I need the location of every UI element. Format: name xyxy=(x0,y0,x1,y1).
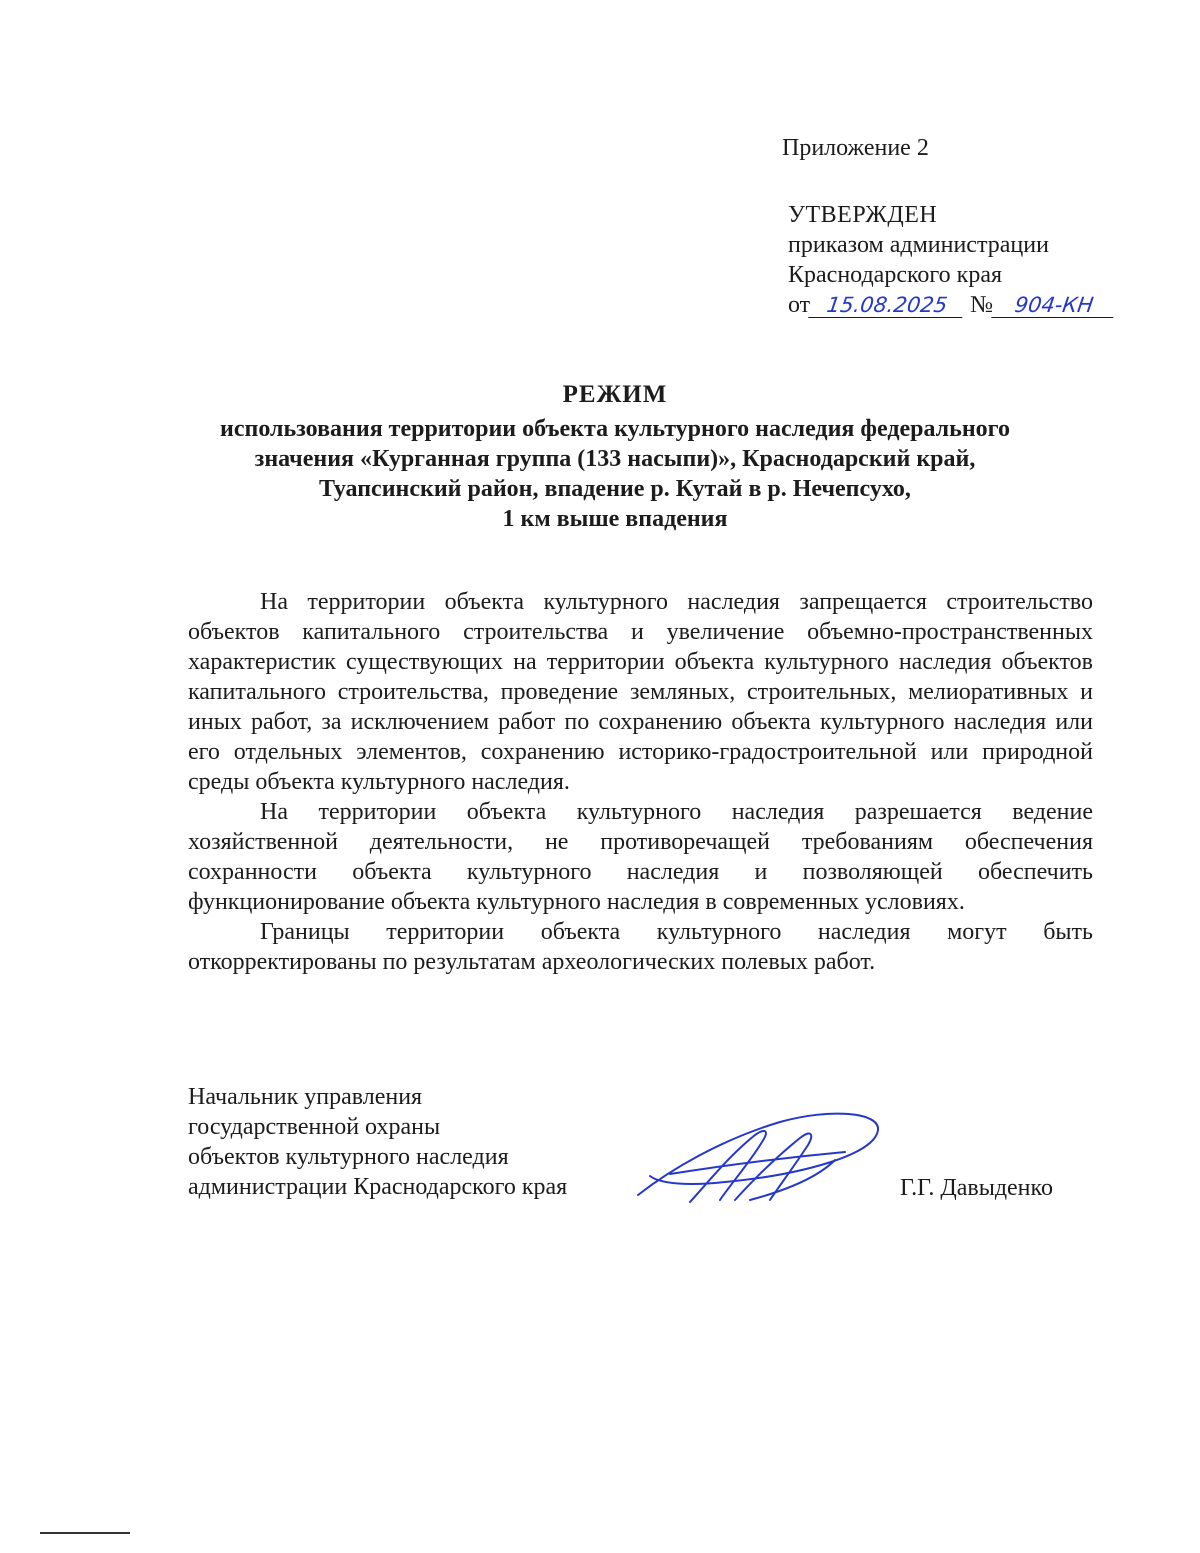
document-body xyxy=(188,587,1093,977)
approval-line-2: Краснодарского края xyxy=(788,262,1003,288)
approval-title: УТВЕРЖДЕН xyxy=(788,202,938,228)
approval-line-1: приказом администрации xyxy=(788,232,1049,258)
position-line-1: Начальник управления xyxy=(188,1084,423,1110)
position-line-2: государственной охраны xyxy=(188,1114,441,1140)
handwritten-number: 904-КН xyxy=(991,293,1117,318)
title-line-2: значения «Курганная группа (133 насыпи)», Краснодарский край, xyxy=(254,446,976,472)
paragraph-boundaries: Границы территории объекта культурного наследия могут быть откорректированы по результатам археологических полевых работ. xyxy=(188,919,1093,975)
signatory-position xyxy=(188,1082,567,1202)
scan-edge-mark xyxy=(40,1532,130,1534)
appendix-label: Приложение 2 xyxy=(782,135,929,161)
position-line-3: объектов культурного наследия xyxy=(188,1144,509,1170)
approval-stamp-block xyxy=(788,200,1115,320)
number-prefix: № xyxy=(970,292,994,318)
title-line-3: Туапсинский район, впадение р. Кутай в р. Нечепсухо, xyxy=(319,476,911,502)
paragraph-permissions: На территории объекта культурного наследия разрешается ведение хозяйственной деятельности, не противоречащей требованиям обеспечения сохранности объекта культурного наследия и позволяющей обеспечить функционирование объекта культурного наследия в современных условиях. xyxy=(188,799,1093,915)
date-prefix: от xyxy=(788,292,811,318)
handwritten-signature xyxy=(630,1100,890,1220)
title-line-4: 1 км выше впадения xyxy=(502,506,728,532)
document-title xyxy=(150,380,1080,534)
position-line-4: администрации Краснодарского края xyxy=(188,1174,568,1200)
title-heading: РЕЖИМ xyxy=(562,381,668,408)
signatory-name: Г.Г. Давыденко xyxy=(900,1175,1053,1201)
approval-date-line xyxy=(788,290,1115,320)
title-line-1: использования территории объекта культурного наследия федерального xyxy=(220,416,1010,442)
paragraph-prohibitions: На территории объекта культурного наследия запрещается строительство объектов капитального строительства и увеличение объемно-пространственных характеристик существующих на территории объекта культурного наследия объектов капитального строительства, проведение земляных, строительных, мелиоративных и иных работ, за исключением работ по сохранению объекта культурного наследия или его отдельных элементов, сохранению историко-градостроительной или природной среды объекта культурного наследия. xyxy=(188,589,1093,795)
handwritten-date: 15.08.2025 xyxy=(808,293,966,318)
